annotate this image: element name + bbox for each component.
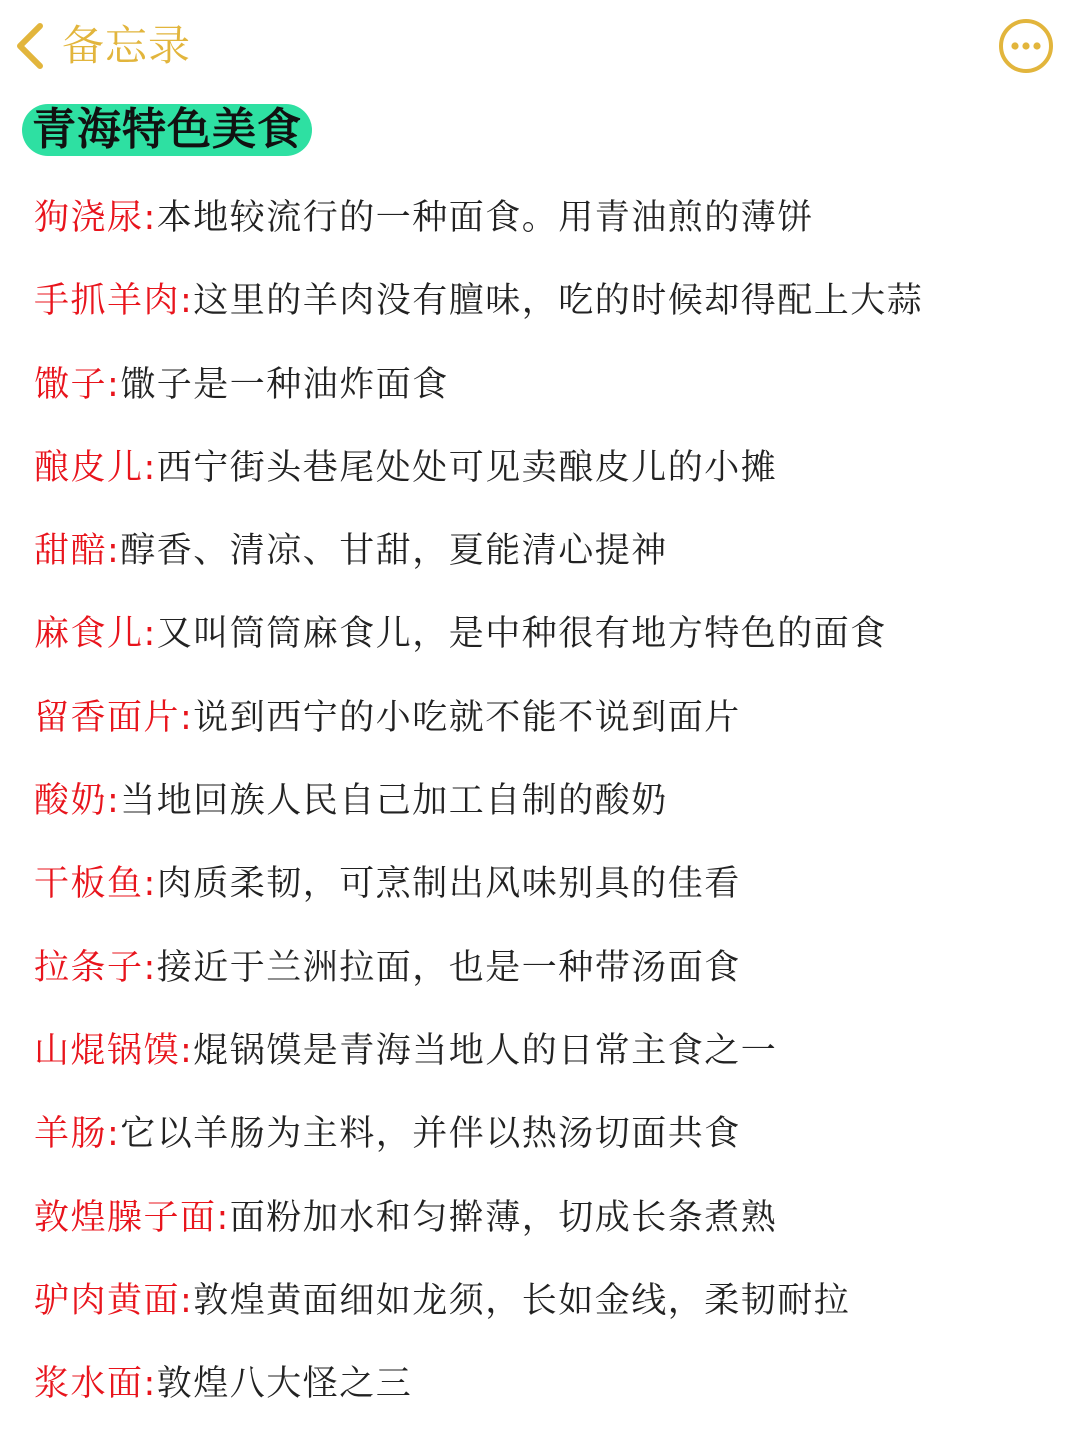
list-item <box>34 352 1064 435</box>
food-description: 敦煌八大怪之三 <box>156 1364 413 1405</box>
list-item <box>34 518 1064 601</box>
list-item <box>34 1268 1064 1351</box>
list-item <box>34 268 1064 351</box>
back-button[interactable] <box>8 16 191 76</box>
food-name: 酸奶: <box>34 781 121 822</box>
note-title: 青海特色美食 <box>22 104 312 156</box>
list-item <box>34 435 1064 518</box>
list-item <box>34 768 1064 851</box>
list-item <box>34 685 1064 768</box>
list-item <box>34 1185 1064 1268</box>
more-button[interactable] <box>998 18 1054 74</box>
food-description: 本地较流行的一种面食。用青油煎的薄饼 <box>156 198 814 238</box>
list-item <box>34 935 1064 1018</box>
food-name: 馓子: <box>34 364 121 405</box>
list-item <box>34 601 1064 684</box>
food-name: 狗浇尿: <box>34 198 157 238</box>
food-description: 焜锅馍是青海当地人的日常主食之一 <box>193 1030 778 1071</box>
food-description: 这里的羊肉没有膻味，吃的时候却得配上大蒜 <box>193 281 924 322</box>
food-list <box>34 185 1064 1434</box>
nav-bar <box>0 0 1080 96</box>
food-description: 西宁街头巷尾处处可见卖酿皮儿的小摊 <box>156 447 778 488</box>
food-name: 甜醅: <box>34 531 121 572</box>
food-name: 山焜锅馍: <box>34 1030 194 1071</box>
chevron-left-icon <box>8 16 56 76</box>
food-description: 说到西宁的小吃就不能不说到面片 <box>193 697 741 738</box>
food-description: 它以羊肠为主料，并伴以热汤切面共食 <box>120 1114 741 1155</box>
food-description: 敦煌黄面细如龙须，长如金线，柔韧耐拉 <box>193 1280 851 1321</box>
food-name: 驴肉黄面: <box>34 1280 194 1321</box>
food-name: 留香面片: <box>34 697 194 738</box>
back-label: 备忘录 <box>62 21 192 70</box>
food-description: 面粉加水和匀擀薄，切成长条煮熟 <box>229 1197 778 1238</box>
food-name: 麻食儿: <box>34 614 157 655</box>
food-description: 醇香、清凉、甘甜，夏能清心提神 <box>120 531 668 572</box>
food-description: 接近于兰洲拉面，也是一种带汤面食 <box>156 947 741 988</box>
food-name: 羊肠: <box>34 1114 121 1155</box>
food-name: 拉条子: <box>34 947 157 988</box>
food-description: 又叫筒筒麻食儿，是中种很有地方特色的面食 <box>156 614 887 655</box>
list-item <box>34 851 1064 934</box>
food-name: 敦煌臊子面: <box>34 1197 230 1238</box>
food-name: 浆水面: <box>34 1364 157 1405</box>
more-horizontal-icon <box>998 18 1054 74</box>
list-item <box>34 1101 1064 1184</box>
food-description: 馓子是一种油炸面食 <box>120 364 449 405</box>
food-name: 手抓羊肉: <box>34 281 194 322</box>
food-name: 酿皮儿: <box>34 447 157 488</box>
food-description: 当地回族人民自己加工自制的酸奶 <box>120 781 668 822</box>
list-item <box>34 185 1064 268</box>
food-name: 干板鱼: <box>34 864 157 905</box>
food-description: 肉质柔韧，可烹制出风味别具的佳看 <box>156 864 741 905</box>
list-item <box>34 1018 1064 1101</box>
list-item <box>34 1351 1064 1434</box>
